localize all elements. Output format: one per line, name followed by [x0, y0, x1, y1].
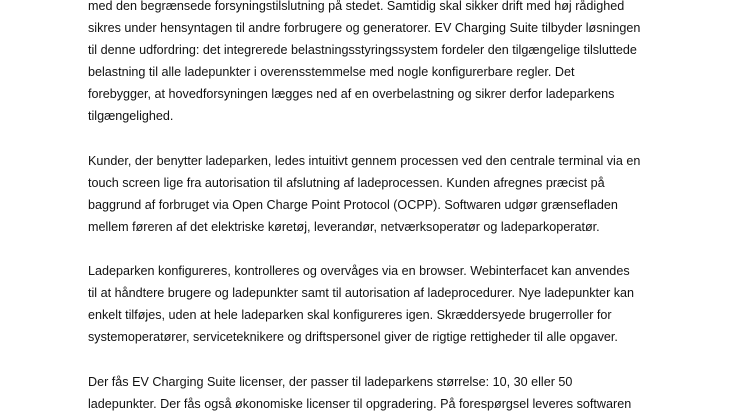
text-line: enkelt tilføjes, uden at hele ladeparken skal konfigureres igen. Skræddersyede brugerroller for [88, 308, 612, 323]
text-line: til denne udfordring: det integrerede belastningsstyringssystem fordeler den tilgængelige tilsluttede [88, 43, 637, 58]
text-line: Ladeparken konfigureres, kontrolleres og overvåges via en browser. Webinterfacet kan anvendes [88, 264, 630, 279]
paragraph-load-management [88, 0, 648, 128]
text-line: baggrund af forbruget via Open Charge Point Protocol (OCPP). Softwaren udgør grænsefladen [88, 197, 618, 212]
text-line: touch screen lige fra autorisation til afslutning af ladeprocessen. Kunden afregnes præcist på [88, 175, 605, 190]
text-line: forebygger, at hovedforsyningen lægges ned af en overbelastning og sikrer derfor ladeparkens [88, 87, 615, 102]
text-line: ladepunkter. Der fås også økonomiske licenser til opgradering. På forespørgsel leveres softwaren [88, 396, 632, 411]
paragraph-customer-terminal [88, 150, 648, 238]
text-line: systemoperatører, serviceteknikere og driftspersonel giver de rigtige rettigheder til alle opgaver. [88, 330, 618, 345]
text-line: Der fås EV Charging Suite licenser, der passer til ladeparkens størrelse: 10, 30 eller 50 [88, 374, 573, 389]
text-line: mellem føreren af det elektriske køretøj, leverandør, netværksoperatør og ladeparkoperatør. [88, 219, 600, 234]
paragraph-web-interface [88, 260, 648, 348]
document-body [88, 0, 648, 419]
text-line: til at håndtere brugere og ladepunkter samt til autorisation af ladeprocedurer. Nye ladepunkter kan [88, 286, 635, 301]
text-line: sikres under hensyntagen til andre forbrugere og generatorer. EV Charging Suite tilbyder løsningen [88, 21, 641, 36]
text-line: Kunder, der benytter ladeparken, ledes intuitivt gennem processen ved den centrale terminal via en [88, 153, 641, 168]
text-line: belastning til alle ladepunkter i overensstemmelse med nogle konfigurerbare regler. Det [88, 65, 575, 80]
text-line: med den begrænsede forsyningstilslutning på stedet. Samtidig skal sikker drift med høj rådighed [88, 0, 625, 13]
paragraph-licenses [88, 371, 648, 415]
text-line: tilgængelighed. [88, 109, 174, 124]
